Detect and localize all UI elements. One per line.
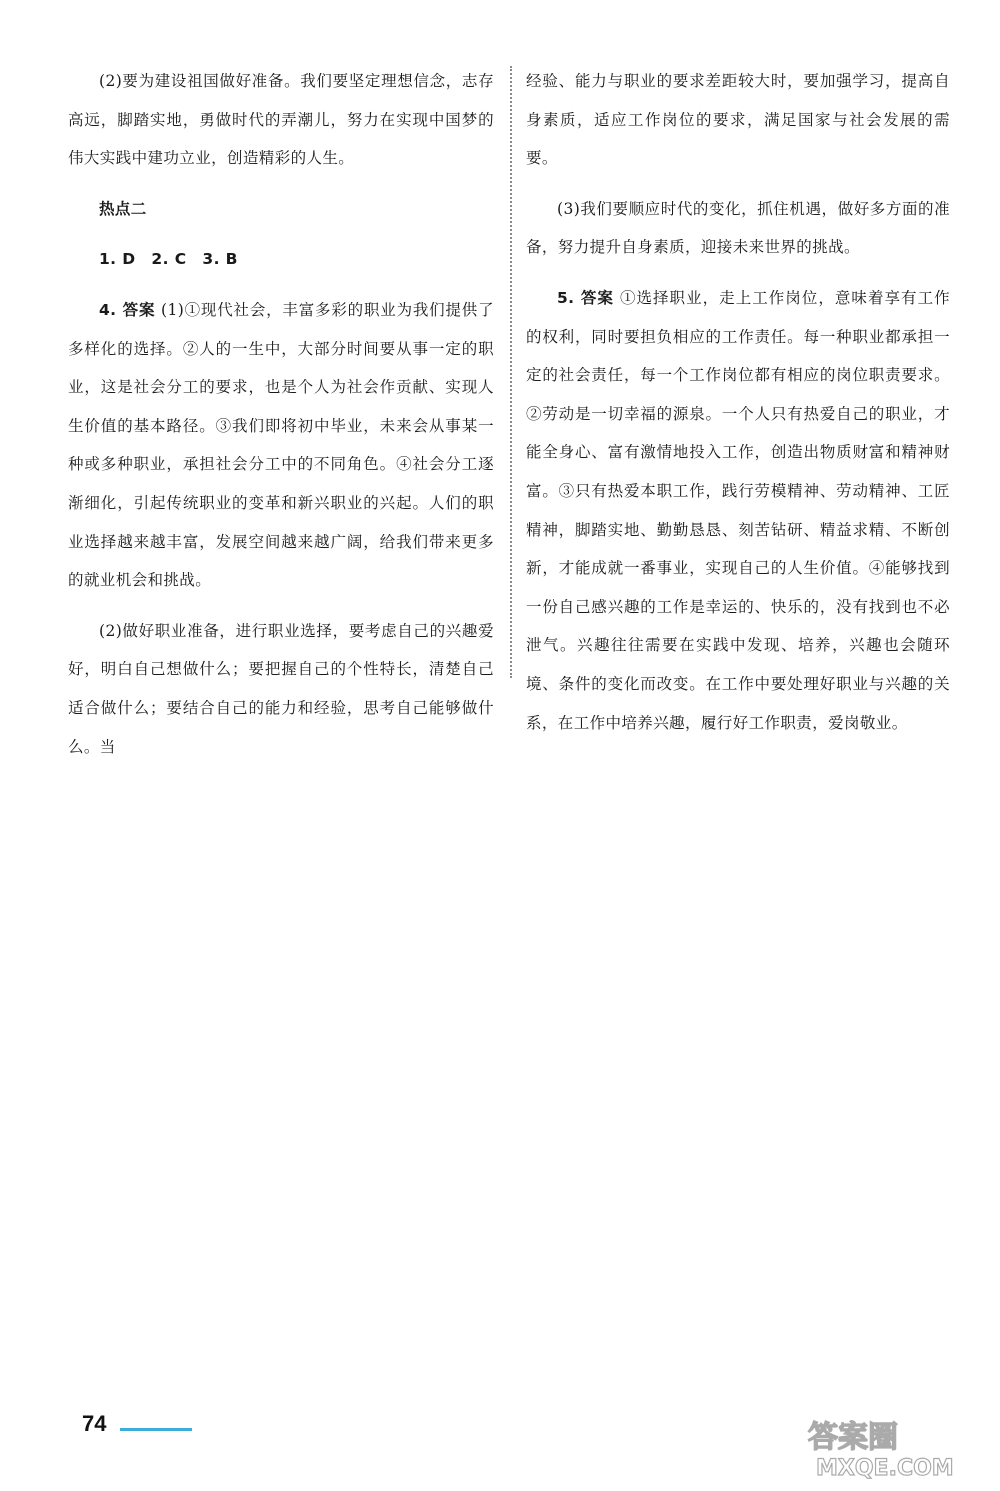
- hotspot-two-heading: 热点二: [99, 199, 147, 218]
- watermark-logo: [800, 1411, 990, 1481]
- left-paragraph-1: (2)要为建设祖国做好准备。我们要坚定理想信念，志存高远，脚踏实地，勇做时代的弄潮儿，努力在实现中国梦的伟大实践中建功立业，创造精彩的人生。: [68, 72, 494, 168]
- left-column: [68, 62, 494, 778]
- right-column: [526, 62, 950, 754]
- right-paragraph-1: 经验、能力与职业的要求差距较大时，要加强学习，提高自身素质，适应工作岗位的要求，满足国家与社会发展的需要。: [526, 72, 950, 168]
- page-number: 74: [82, 1411, 107, 1436]
- q4-label: 4. 答案: [99, 300, 156, 319]
- mc-answers: [68, 240, 494, 279]
- q4-part1-text: (1)①现代社会，丰富多彩的职业为我们提供了多样化的选择。②人的一生中，大部分时间要从事一定的职业，这是社会分工的要求，也是个人为社会作贡献、实现人生价值的基本路径。③我们即将初中毕业，未来会从事某一种或多种职业，承担社会分工中的不同角色。④社会分工逐渐细化，引起传统职业的变革和新兴职业的兴起。人们的职业选择越来越丰富，发展空间越来越广阔，给我们带来更多的就业机会和挑战。: [68, 300, 494, 590]
- q4-answer-part2: (2)做好职业准备，进行职业选择，要考虑自己的兴趣爱好，明白自己想做什么；要把握自己的个性特长，清楚自己适合做什么；要结合自己的能力和经验，思考自己能够做什么。当: [68, 621, 494, 756]
- page-number-bar: [120, 1428, 192, 1431]
- right-paragraph-2: (3)我们要顺应时代的变化，抓住机遇，做好多方面的准备，努力提升自身素质，迎接未来世界的挑战。: [526, 199, 950, 257]
- q5-text: ①选择职业，走上工作岗位，意味着享有工作的权利，同时要担负相应的工作责任。每一种职业都承担一定的社会责任，每一个工作岗位都有相应的岗位职责要求。②劳动是一切幸福的源泉。一个人只有热爱自己的职业，才能全身心、富有激情地投入工作，创造出物质财富和精神财富。③只有热爱本职工作，践行劳模精神、劳动精神、工匠精神，脚踏实地、勤勤恳恳、刻苦钻研、精益求精、不断创新，才能成就一番事业，实现自己的人生价值。④能够找到一份自己感兴趣的工作是幸运的、快乐的，没有找到也不必泄气。兴趣往往需要在实践中发现、培养，兴趣也会随环境、条件的变化而改变。在工作中要处理好职业与兴趣的关系，在工作中培养兴趣，履行好工作职责，爱岗敬业。: [526, 288, 950, 732]
- q4-answer-part1: [68, 291, 494, 600]
- watermark-logo-text: 答案圈: [808, 1420, 898, 1455]
- mc-answers-text: 1. D 2. C 3. B: [99, 250, 238, 269]
- watermark-url-text: MXQE.COM: [816, 1456, 954, 1481]
- q5-label: 5. 答案: [557, 288, 614, 307]
- column-divider: [510, 66, 512, 678]
- section-heading: [68, 190, 494, 229]
- q5-answer: [526, 279, 950, 742]
